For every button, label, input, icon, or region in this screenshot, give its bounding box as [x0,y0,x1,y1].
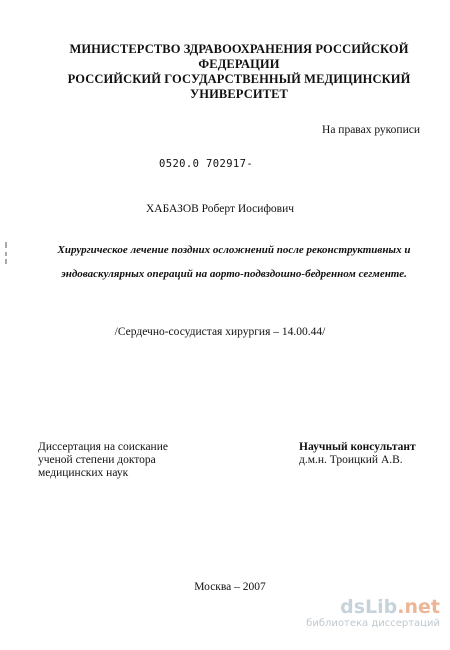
scientific-consultant [299,441,416,467]
degree-line-1: Диссертация на соискание [38,441,168,453]
consultant-name: д.м.н. Троицкий А.В. [299,454,403,466]
degree-statement [38,441,168,480]
title-line-2: эндоваскулярных операций на аорто-подвздошно-бедренном сегменте. [61,268,407,280]
watermark-logo-part-3: .net [397,596,440,618]
author-name: ХАБАЗОВ Роберт Иосифович [145,203,295,215]
watermark-logo [306,596,440,618]
watermark-subtitle: библиотека диссертаций [306,618,440,629]
catalog-number: 0520.0 702917- [159,158,254,170]
university-line-1: РОССИЙСКИЙ ГОСУДАРСТВЕННЫЙ МЕДИЦИНСКИЙ [67,72,411,86]
title-line-1: Хирургическое лечение поздних осложнений после реконструктивных и [57,244,411,256]
dissertation-title [34,238,434,286]
consultant-heading: Научный консультант [299,441,416,453]
watermark-logo-part-2: Lib [365,596,398,618]
margin-mark [5,242,7,264]
ministry-line-1: МИНИСТЕРСТВО ЗДРАВООХРАНЕНИЯ РОССИЙСКОЙ [69,42,409,56]
degree-line-3: медицинских наук [38,467,129,479]
ministry-line-2: ФЕДЕРАЦИИ [198,57,280,71]
university-line-2: УНИВЕРСИТЕТ [190,87,288,101]
rights-note: На правах рукописи [322,124,420,136]
city-year: Москва – 2007 [194,581,266,593]
institution-header [40,42,438,102]
watermark-logo-part-1: ds [340,596,366,618]
watermark [306,596,440,630]
specialty: /Сердечно-сосудистая хирургия – 14.00.44/ [114,326,326,338]
degree-line-2: ученой степени доктора [38,454,156,466]
